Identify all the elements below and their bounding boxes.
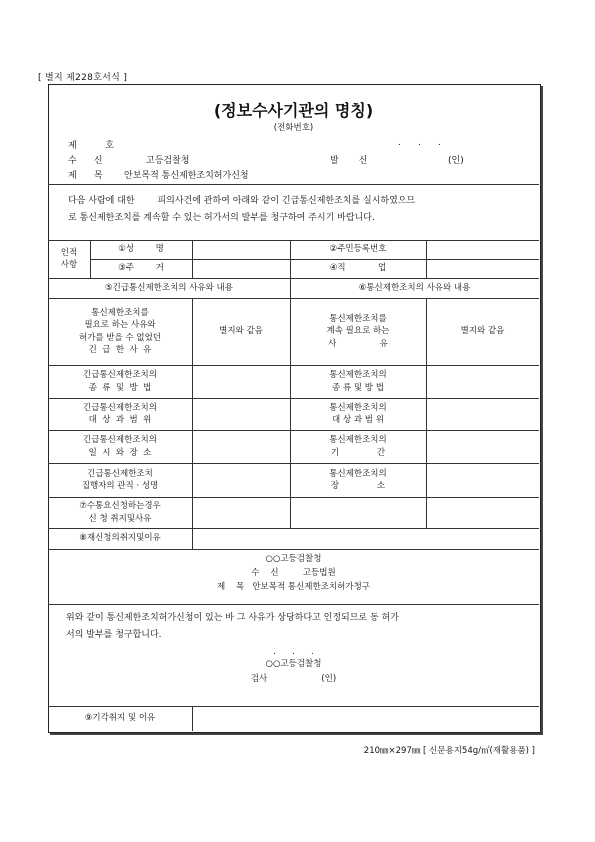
paper-spec-footer: 210㎜×297㎜ [ 신문용지54g/㎡(재활용품) ]	[363, 746, 535, 756]
continue-reason-value: 별지와 같음	[460, 326, 505, 337]
emergency-type-label: 긴급통신제한조치의 종 류 및 방 법	[83, 370, 157, 393]
address-label: ③주 거	[118, 263, 164, 274]
request-office: ○○고등검찰청	[265, 658, 322, 669]
request-line-2: 서의 발부를 청구합니다.	[66, 630, 162, 640]
sender-label: 발 신	[330, 156, 368, 166]
emergency-time-place-label: 긴급통신제한조치의 일 시 와 장 소	[83, 435, 157, 458]
emergency-reason-value: 별지와 같음	[219, 326, 263, 337]
table-line	[192, 528, 193, 549]
job-label: ④직 업	[329, 263, 387, 274]
table-line	[192, 240, 193, 278]
form-title: (정보수사기관의 명칭)	[213, 101, 374, 120]
measure-target-label: 통신제한조치의 대 상 과 범 위	[329, 402, 387, 425]
name-label: ①성 명	[118, 244, 164, 255]
reg-number-label: ②주민등록번호	[329, 244, 387, 255]
re-request-label: ⑧재신청의취지및이유	[79, 533, 161, 544]
request-line-1: 위와 같이 통신제한조치허가신청이 있는 바 그 사유가 상당하다고 인정되므로 동 허가	[66, 613, 399, 623]
measure-period-label: 통신제한조치의 기 간	[329, 435, 387, 458]
form-number-label: [ 별지 제228호서식 ]	[38, 73, 128, 83]
transfer-subject: 제 목 안보목적 통신제한조치허가청구	[217, 581, 370, 592]
transfer-office: ○○고등검찰청	[265, 553, 322, 564]
section-5-header: ⑤긴급통신제한조치의 사유와 내용	[105, 282, 233, 293]
recipient-label: 수 신	[68, 156, 103, 166]
header-date-dots: . . .	[398, 138, 441, 148]
section-6-header: ⑥통신제한조치의 사유와 내용	[358, 282, 471, 293]
phone-number-label: (전화번호)	[273, 123, 314, 133]
intro-line-2: 로 통신제한조치를 계속할 수 있는 허가서의 발부를 청구하여 주시기 바랍니다.	[68, 213, 375, 223]
table-line	[192, 706, 193, 731]
measure-place-label: 통신제한조치의 장 소	[329, 468, 387, 491]
emergency-target-label: 긴급통신제한조치의 대 상 과 범 위	[83, 402, 157, 425]
emergency-reason-label: 통신제한조치를 필요로 하는 사유와 허가를 받을 수 없었던 긴 급 한 사 유	[78, 307, 161, 355]
intro-line-1: 다음 사람에 대한 피의사건에 관하여 아래와 같이 긴급통신제한조치를 실시하였으므	[68, 196, 416, 206]
sender-seal: (인)	[448, 156, 464, 166]
subject-value: 안보목적 통신제한조치허가신청	[124, 171, 249, 181]
continue-reason-label: 통신제한조치를 계속 필요로 하는 사 유	[326, 314, 390, 349]
person-info-label: 인적 사항	[60, 247, 78, 270]
executor-label: 긴급통신제한조치 집행자의 관직 · 성명	[81, 468, 159, 491]
table-line	[48, 604, 539, 605]
prosecutor-signature: 검사 (인)	[250, 673, 337, 684]
doc-number-label: 제 호	[68, 141, 114, 151]
transfer-recipient: 수 신 고등법원	[251, 567, 336, 578]
measure-type-label: 통신제한조치의 종 류 및 방 법	[329, 370, 387, 393]
header-divider	[48, 184, 539, 185]
table-line	[426, 240, 427, 278]
recipient-value: 고등검찰청	[146, 156, 190, 166]
subject-label: 제 목	[68, 171, 103, 181]
table-line	[48, 549, 539, 550]
request-date-dots: . . .	[273, 646, 314, 657]
rejection-label: ⑨기각취지 및 이유	[84, 713, 156, 724]
multi-request-label: ⑦수통요신청하는경우 신 청 취지및사유	[79, 501, 161, 524]
